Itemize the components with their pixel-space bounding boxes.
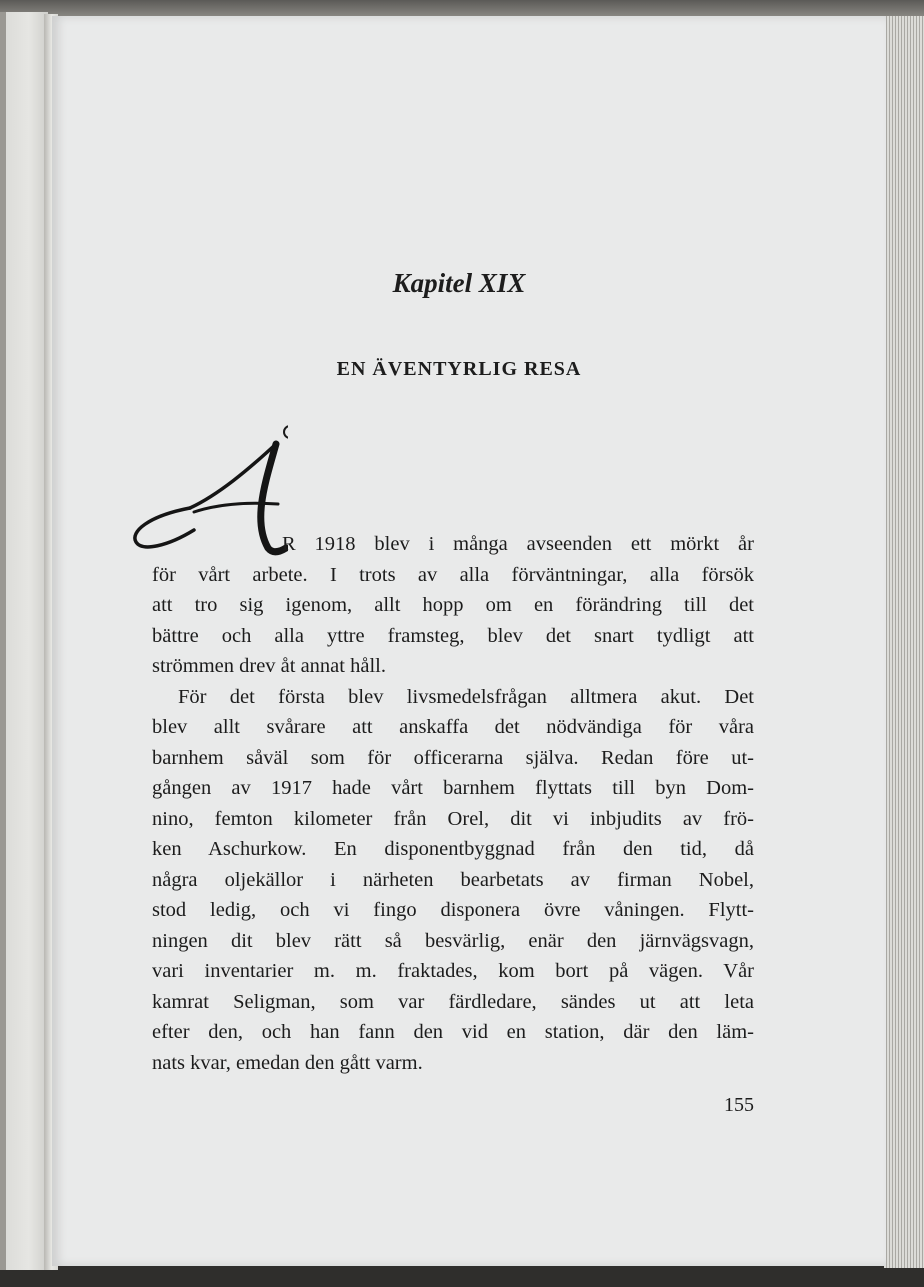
text-line: bättre och alla yttre framsteg, blev det snart tydligt att — [152, 624, 754, 647]
text-line: ningen dit blev rätt så besvärlig, enär den järnvägsvagn, — [152, 929, 754, 952]
page-number: 155 — [724, 1094, 754, 1116]
text-line: nats kvar, emedan den gått varm. — [152, 1051, 423, 1074]
chapter-title: EN ÄVENTYRLIG RESA — [336, 358, 582, 380]
page-stack-edge — [884, 16, 924, 1268]
text-line: efter den, och han fann den vid en station, där den läm- — [152, 1021, 754, 1043]
text-line: gången av 1917 hade vårt barnhem flyttats till byn Dom- — [152, 777, 754, 799]
text-line: kamrat Seligman, som var färdledare, sändes ut att leta — [152, 990, 754, 1013]
cover-edge — [0, 12, 6, 1270]
text-line: För det första blev livsmedelsfrågan alltmera akut. Det — [178, 685, 754, 708]
chapter-label: Kapitel XIX — [392, 268, 526, 298]
text-line: strömmen drev åt annat håll. — [152, 655, 386, 677]
text-line: vari inventarier m. m. fraktades, kom bort på vägen. Vår — [152, 960, 754, 982]
text-line: ken Aschurkow. En disponentbyggnad från den tid, då — [152, 838, 754, 860]
text-line: nino, femton kilometer från Orel, dit vi inbjudits av frö- — [152, 807, 754, 830]
chapter-body — [152, 529, 754, 1078]
text-line: blev allt svårare att anskaffa det nödvändiga för våra — [152, 716, 754, 738]
text-line: stod ledig, och vi fingo disponera övre våningen. Flytt- — [152, 899, 754, 921]
text-line: att tro sig igenom, allt hopp om en förändring till det — [152, 594, 754, 616]
text-line: några oljekällor i närheten bearbetats av firman Nobel, — [152, 868, 754, 891]
text-line: för vårt arbete. I trots av alla förväntningar, alla försök — [152, 563, 754, 586]
text-line: barnhem såväl som för officerarna själva. Redan före ut- — [152, 746, 754, 769]
left-page-edge — [0, 12, 48, 1270]
text-line: R 1918 blev i många avseenden ett mörkt år — [282, 533, 754, 555]
